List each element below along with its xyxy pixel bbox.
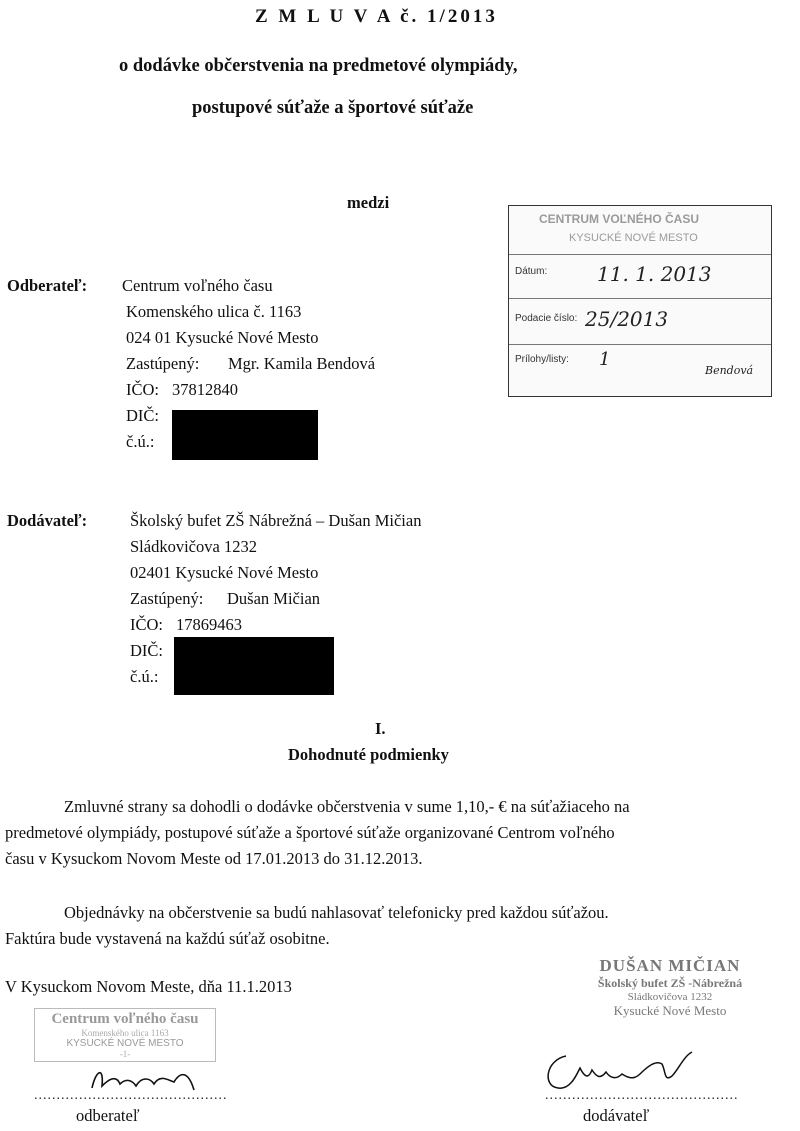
- supplier-signature-label: dodávateľ: [583, 1106, 650, 1125]
- redaction-bar: [172, 410, 318, 460]
- supplier-stamp-line4: Kysucké Nové Mesto: [613, 1003, 727, 1018]
- paragraph2-line2: Faktúra bude vystavená na každú súťaž osobitne.: [5, 929, 330, 948]
- customer-stamp-line4: -1-: [119, 1049, 131, 1059]
- supplier-signature-line: ...........................................: [545, 1088, 739, 1103]
- supplier-city: 02401 Kysucké Nové Mesto: [130, 563, 319, 582]
- supplier-stamp-line2: Školský bufet ZŠ -Nábrežná: [597, 976, 743, 990]
- section-number: I.: [375, 719, 386, 738]
- stamp-attachments-label: Prílohy/listy:: [515, 354, 569, 365]
- stamp-number-handwritten: 25/2013: [585, 307, 669, 331]
- customer-street: Komenského ulica č. 1163: [126, 302, 302, 321]
- supplier-ico: 17869463: [176, 615, 242, 634]
- customer-city: 024 01 Kysucké Nové Mesto: [126, 328, 319, 347]
- document-subtitle-line1: o dodávke občerstvenia na predmetové olympiády,: [119, 56, 518, 76]
- customer-name: Centrum voľného času: [122, 276, 273, 295]
- supplier-role-label: Dodávateľ:: [7, 511, 88, 530]
- supplier-stamp-line1: DUŠAN MIČIAN: [599, 956, 741, 975]
- supplier-represented-label: Zastúpený:: [130, 589, 204, 608]
- customer-role-label: Odberateľ:: [7, 276, 88, 295]
- supplier-represented: Dušan Mičian: [227, 589, 321, 608]
- customer-stamp-line2: Komenského ulica 1163: [81, 1028, 169, 1038]
- customer-dic-label: DIČ:: [126, 406, 159, 425]
- stamp-date-label: Dátum:: [515, 266, 548, 277]
- document-subtitle-line2: postupové súťaže a športové súťaže: [192, 98, 474, 118]
- customer-stamp: [34, 1008, 216, 1062]
- between-label: medzi: [347, 193, 390, 212]
- registry-stamp: [508, 205, 772, 397]
- paragraph1-line1: Zmluvné strany sa dohodli o dodávke občerstvenia v sume 1,10,- € na súťažiaceho na: [64, 797, 630, 816]
- customer-represented: Mgr. Kamila Bendová: [228, 354, 376, 373]
- supplier-stamp-line3: Sládkovičova 1232: [627, 991, 713, 1003]
- customer-stamp-line3: KYSUCKÉ NOVÉ MESTO: [66, 1038, 184, 1049]
- customer-account-label: č.ú.:: [126, 432, 155, 451]
- supplier-ico-label: IČO:: [130, 615, 163, 634]
- stamp-attachments-handwritten: 1: [599, 349, 611, 370]
- customer-signature-line: ...........................................: [34, 1088, 228, 1103]
- customer-ico-label: IČO:: [126, 380, 159, 399]
- stamp-divider: [509, 298, 771, 299]
- stamp-divider: [509, 344, 771, 345]
- stamp-date-handwritten: 11. 1. 2013: [597, 262, 712, 286]
- customer-ico: 37812840: [172, 380, 238, 399]
- customer-represented-label: Zastúpený:: [126, 354, 200, 373]
- supplier-account-label: č.ú.:: [130, 667, 159, 686]
- supplier-street: Sládkovičova 1232: [130, 537, 257, 556]
- paragraph2-line1: Objednávky na občerstvenie sa budú nahlasovať telefonicky pred každou súťažou.: [64, 903, 609, 922]
- redaction-bar: [174, 637, 334, 695]
- customer-signature-label: odberateľ: [76, 1106, 140, 1125]
- supplier-name: Školský bufet ZŠ Nábrežná – Dušan Mičian: [130, 511, 422, 530]
- supplier-dic-label: DIČ:: [130, 641, 163, 660]
- stamp-handled-by-handwritten: Bendová: [705, 364, 754, 377]
- customer-stamp-line1: Centrum voľného času: [51, 1011, 199, 1027]
- paragraph1-line2: predmetové olympiády, postupové súťaže a športové súťaže organizované Centrom voľného: [5, 823, 615, 842]
- registry-stamp-org-line2: KYSUCKÉ NOVÉ MESTO: [569, 232, 698, 244]
- stamp-number-label: Podacie číslo:: [515, 313, 578, 324]
- section-heading: Dohodnuté podmienky: [288, 745, 449, 764]
- document-title: Z M L U V A č. 1/2013: [255, 6, 498, 27]
- supplier-stamp: [582, 956, 758, 1019]
- registry-stamp-org-line1: CENTRUM VOĽNÉHO ČASU: [539, 212, 700, 226]
- paragraph1-line3: času v Kysuckom Novom Meste od 17.01.2013 do 31.12.2013.: [5, 849, 423, 868]
- stamp-divider: [509, 254, 771, 255]
- place-and-date: V Kysuckom Novom Meste, dňa 11.1.2013: [5, 977, 292, 996]
